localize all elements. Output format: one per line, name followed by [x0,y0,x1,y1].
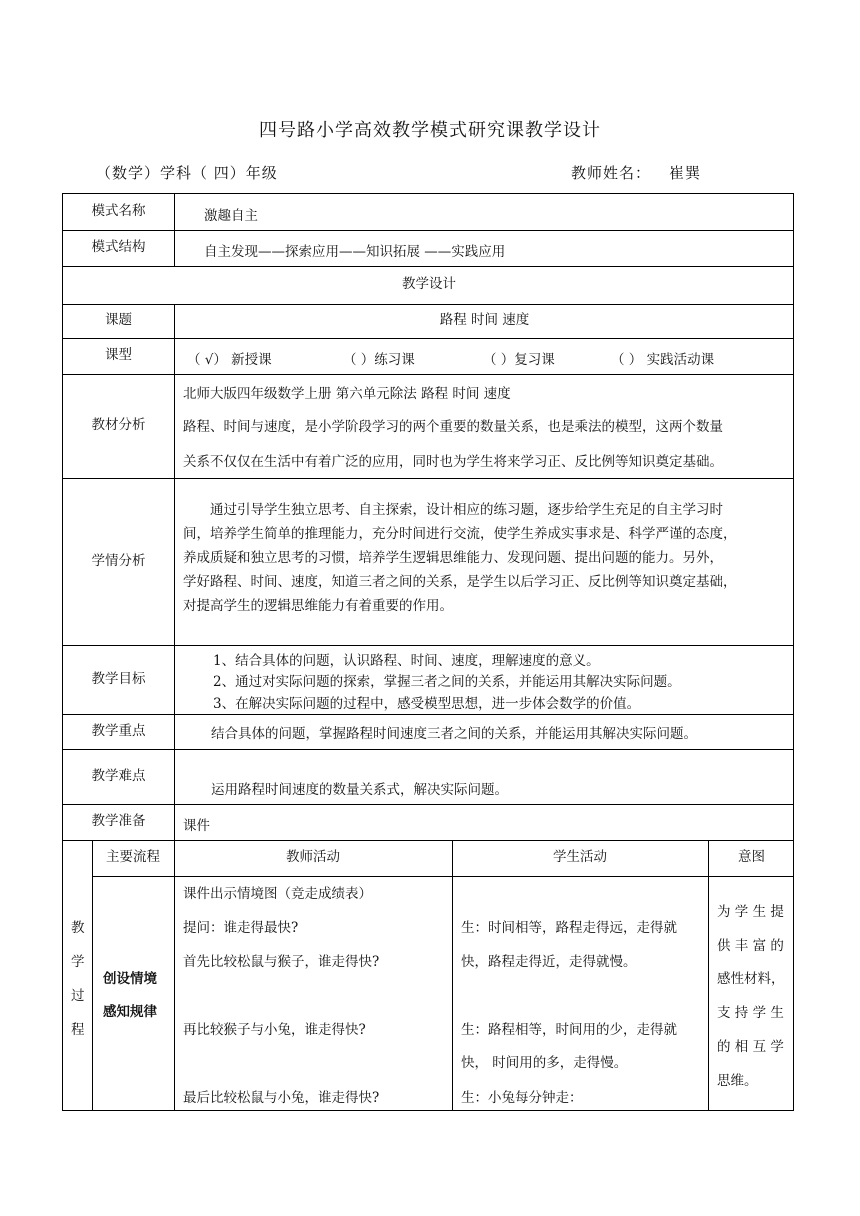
key-point-label: 教学重点 [91,722,146,739]
teacher-label: 教师姓名： [571,164,652,182]
topic-value: 路程 时间 速度 [439,312,530,329]
material-line: 北师大版四年级数学上册 第六单元除法 路程 时间 速度 [183,386,511,402]
students-line: 通过引导学生独立思考、自主探索，设计相应的练习题，逐步给学生充足的自主学习时 [210,502,723,518]
material-line: 路程、时间与速度，是小学阶段学习的两个重要的数量关系，也是乘法的模型，这两个数量 [183,419,723,435]
lesson-type-label: 课型 [105,347,132,364]
process-side-char: 学 [71,954,85,970]
process-side-char: 教 [71,920,85,936]
teacher-activity-line: 再比较猴子与小兔，谁走得快? [183,1022,366,1038]
student-activity-line: 生：小兔每分钟走： [461,1090,583,1106]
material-label: 教材分析 [91,417,146,434]
student-activity-line: 快，路程走得近，走得就慢。 [461,954,637,970]
header-intent: 意图 [738,849,765,866]
intent-line: 为 学 生 提 [717,904,784,920]
difficulty-label: 教学难点 [91,767,146,784]
lesson-type-review: （ ）复习课 [483,352,555,368]
intent-line: 支 持 学 生 [717,1005,784,1021]
material-line: 关系不仅仅在生活中有着广泛的应用，同时也为学生将来学习正、反比例等知识奠定基础。 [183,454,723,470]
students-line: 间，培养学生简单的推理能力，充分时间进行交流，使学生养成实事求是、科学严谨的态度， [183,526,737,542]
stage-name: 创设情境 [103,971,157,987]
students-line: 养成质疑和独立思考的习惯，培养学生逻辑思维能力、发现问题、提出问题的能力。另外， [183,550,723,566]
intent-line: 思维。 [717,1073,758,1089]
student-activity-line: 生：时间相等，路程走得远，走得就 [461,920,677,936]
mode-name-label: 模式名称 [91,203,146,220]
stage-name: 感知规律 [103,1004,157,1020]
lesson-type-new: （ √） 新授课 [187,352,272,368]
students-line: 对提高学生的逻辑思维能力有着重要的作用。 [183,598,453,614]
document-title: 四号路小学高效教学模式研究课教学设计 [259,120,601,141]
teacher-activity-line: 最后比较松鼠与小兔，谁走得快? [183,1090,380,1106]
goal-item: 1、结合具体的问题，认识路程、时间、速度，理解速度的意义。 [213,653,600,669]
process-side-char: 过 [71,988,85,1004]
lesson-type-practice: （ ）练习课 [343,352,415,368]
lesson-plan-table [62,193,794,1111]
teacher-activity-line: 课件出示情境图（竞走成绩表） [183,886,372,902]
students-label: 学情分析 [91,552,146,569]
intent-line: 供 丰 富 的 [717,938,784,954]
student-activity-line: 生：路程相等，时间用的少，走得就 [461,1022,677,1038]
mode-structure-value: 自主发现——探索应用——知识拓展 ——实践应用 [204,244,506,260]
teacher-name: 崔巽 [669,164,702,182]
header-teacher: 教师活动 [286,849,340,866]
header-student: 学生活动 [553,849,607,866]
section-heading: 教学设计 [402,276,456,293]
goal-item: 2、通过对实际问题的探索，掌握三者之间的关系，并能运用其解决实际问题。 [213,674,681,690]
goal-item: 3、在解决实际问题的过程中，感受模型思想，进一步体会数学的价值。 [213,696,641,712]
goals-label: 教学目标 [91,670,146,687]
students-line: 学好路程、时间、速度，知道三者之间的关系，是学生以后学习正、反比例等知识奠定基础， [183,574,737,590]
header-flow: 主要流程 [106,849,160,866]
mode-name-value: 激趣自主 [204,208,258,224]
teacher-activity-line: 提问：谁走得最快? [183,920,299,936]
intent-line: 的 相 互 学 [717,1039,784,1055]
difficulty-value: 运用路程时间速度的数量关系式，解决实际问题。 [211,782,508,798]
key-point-value: 结合具体的问题，掌握路程时间速度三者之间的关系，并能运用其解决实际问题。 [211,726,697,742]
student-activity-line: 快， 时间用的多，走得慢。 [461,1055,628,1071]
preparation-label: 教学准备 [91,813,146,830]
preparation-value: 课件 [183,818,210,834]
process-side-char: 程 [71,1022,85,1038]
subject-grade: （数学）学科（ 四）年级 [96,164,278,182]
teacher-activity-line: 首先比较松鼠与猴子，谁走得快? [183,954,380,970]
lesson-type-activity: （ ） 实践活动课 [611,352,715,368]
teacher-info [571,162,701,183]
intent-line: 感性材料， [717,971,785,987]
topic-label: 课题 [105,312,132,329]
mode-structure-label: 模式结构 [91,239,146,256]
